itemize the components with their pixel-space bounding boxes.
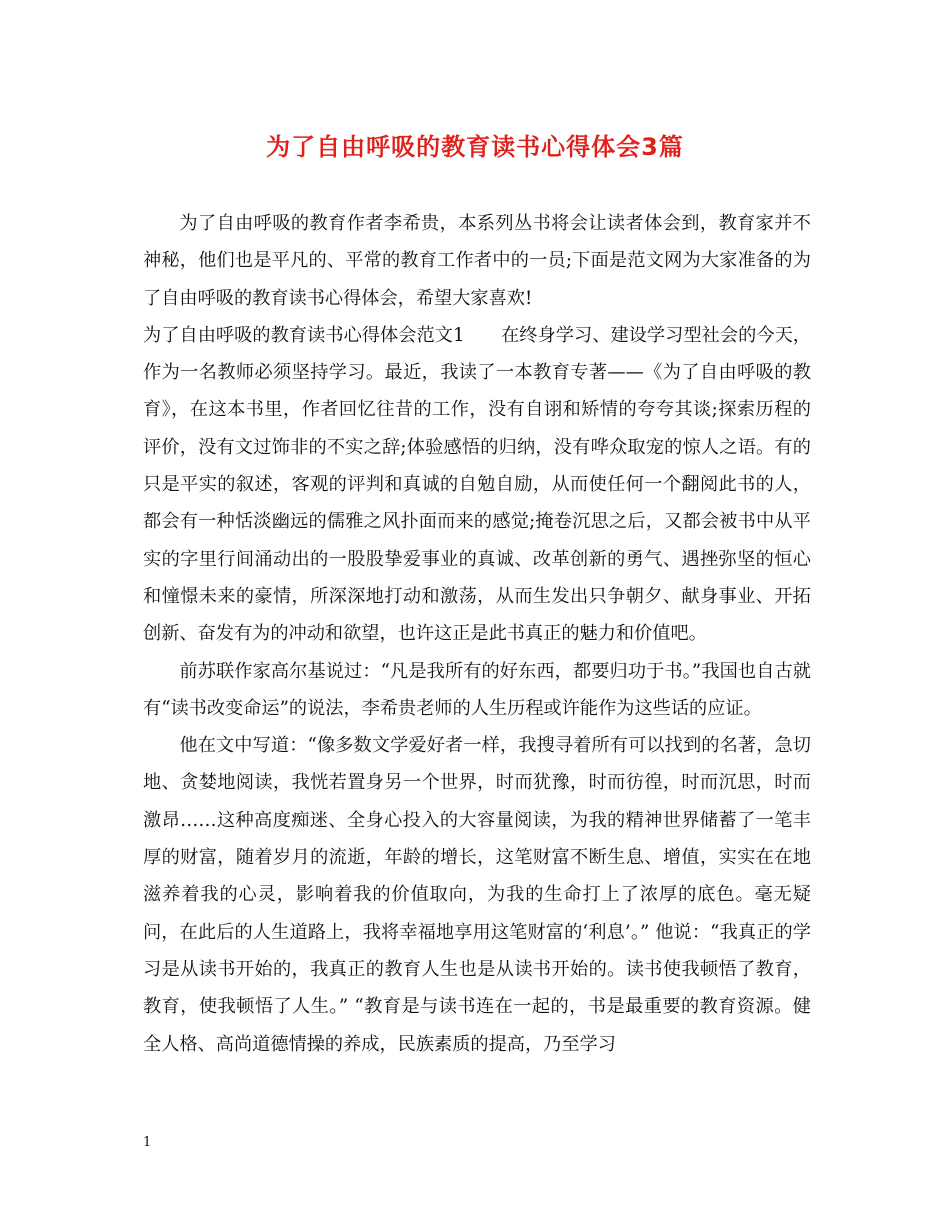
- document-title: 为了自由呼吸的教育读书心得体会3篇: [266, 133, 684, 161]
- document-body: [143, 205, 811, 1063]
- paragraph-sample-1: 为了自由呼吸的教育读书心得体会范文1 在终身学习、建设学习型社会的今天，作为一名教师必须坚持学习。最近，我读了一本教育专著——《为了自由呼吸的教育》，在这本书里，作者回忆往昔的工作，没有自诩和矫情的夸夸其谈;探索历程的评价，没有文过饰非的不实之辞;体验感悟的归纳，没有哗众取宠的惊人之语。有的只是平实的叙述，客观的评判和真诚的自勉自励，从而使任何一个翻阅此书的人，都会有一种恬淡幽远的儒雅之风扑面而来的感觉;掩卷沉思之后，又都会被书中从平实的字里行间涌动出的一股股挚爱事业的真诚、改革创新的勇气、遇挫弥坚的恒心和憧憬未来的豪情，所深深地打动和激荡，从而生发出只争朝夕、献身事业、开拓创新、奋发有为的冲动和欲望，也许这正是此书真正的魅力和价值吧。: [143, 324, 811, 645]
- paragraph-gorky-quote: 前苏联作家高尔基说过：“凡是我所有的好东西，都要归功于书。”我国也自古就有“读书改变命运”的说法，李希贵老师的人生历程或许能作为这些话的应证。: [143, 660, 811, 719]
- page-number: 1: [143, 1135, 152, 1150]
- paragraph-intro: 为了自由呼吸的教育作者李希贵，本系列丛书将会让读者体会到，教育家并不神秘，他们也是平凡的、平常的教育工作者中的一员;下面是范文网为大家准备的为了自由呼吸的教育读书心得体会，希望大家喜欢!: [143, 213, 811, 309]
- paragraph-author-quote: 他在文中写道：“像多数文学爱好者一样，我搜寻着所有可以找到的名著，急切地、贪婪地阅读，我恍若置身另一个世界，时而犹豫，时而彷徨，时而沉思，时而激昂……这种高度痴迷、全身心投入的大容量阅读，为我的精神世界储蓄了一笔丰厚的财富，随着岁月的流逝，年龄的增长，这笔财富不断生息、增值，实实在在地滋养着我的心灵，影响着我的价值取向，为我的生命打上了浓厚的底色。毫无疑问，在此后的人生道路上，我将幸福地享用这笔财富的‘利息’。” 他说：“我真正的学习是从读书开始的，我真正的教育人生也是从读书开始的。读书使我顿悟了教育，教育，使我顿悟了人生。” “教育是与读书连在一起的，书是最重要的教育资源。健全人格、高尚道德情操的养成，民族素质的提高，乃至学习: [143, 735, 811, 1055]
